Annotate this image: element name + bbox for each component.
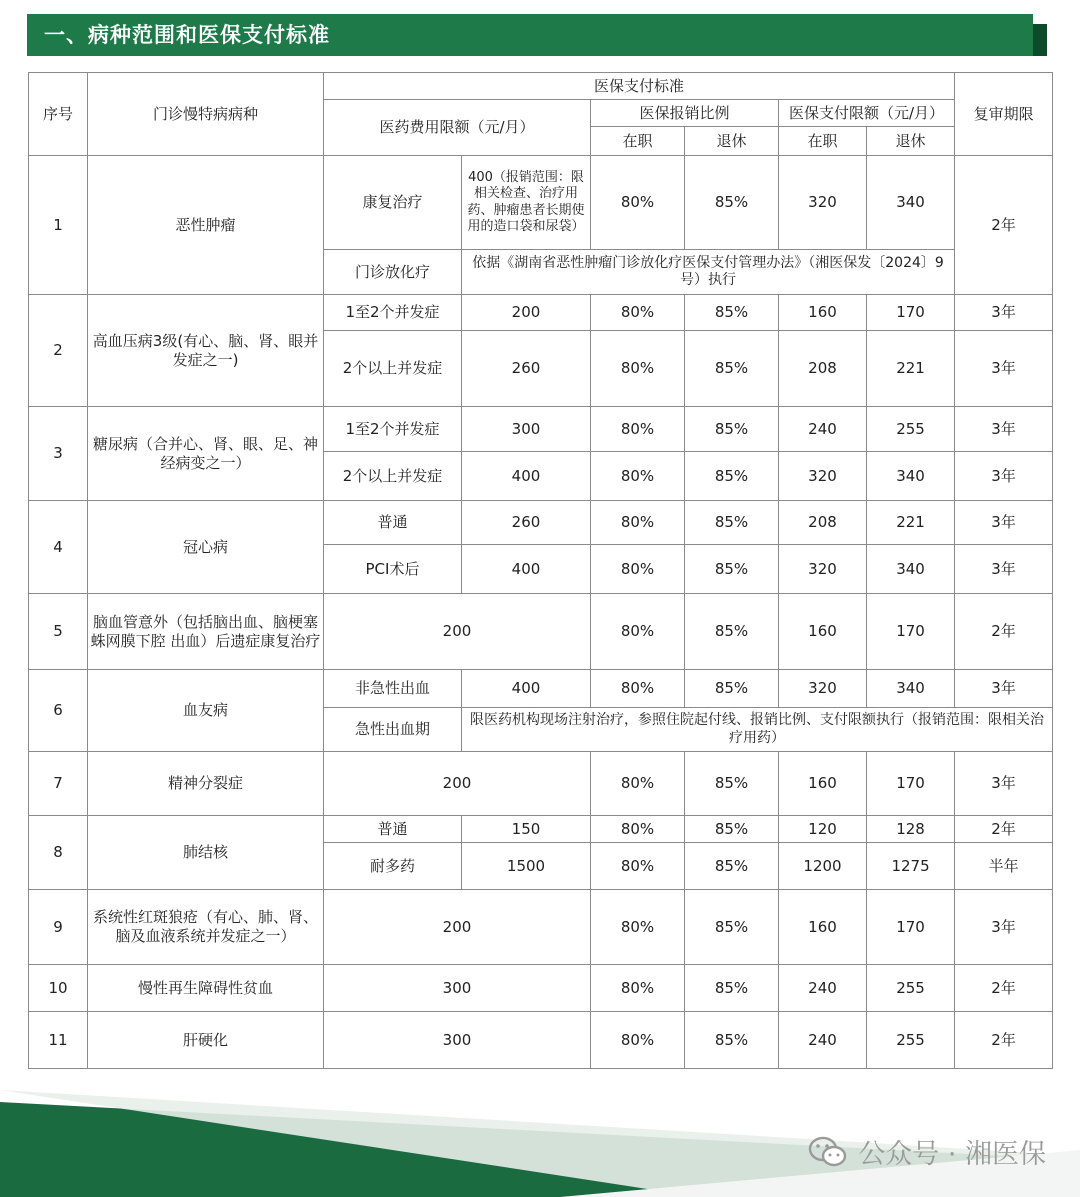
- row-ratio-employed: 80%: [591, 752, 685, 816]
- row-pay-retired: 170: [867, 594, 955, 670]
- row-pay-employed: 120: [779, 816, 867, 843]
- row-pay-employed: 160: [779, 295, 867, 331]
- row-review: 3年: [955, 545, 1053, 594]
- row-ratio-employed: 80%: [591, 890, 685, 965]
- row-ratio-employed: 80%: [591, 407, 685, 452]
- row-pay-retired: 221: [867, 331, 955, 407]
- row-ratio-retired: 85%: [685, 843, 779, 890]
- row-seq: 11: [29, 1012, 88, 1069]
- row-pay-employed: 208: [779, 501, 867, 545]
- row-ratio-retired: 85%: [685, 501, 779, 545]
- row-ratio-employed: 80%: [591, 670, 685, 708]
- row-ratio-retired: 85%: [685, 752, 779, 816]
- row-pay-employed: 320: [779, 545, 867, 594]
- row-ratio-retired: 85%: [685, 331, 779, 407]
- wechat-icon: [808, 1135, 848, 1169]
- row-ratio-retired: 85%: [685, 594, 779, 670]
- row-sub: 普通: [324, 816, 462, 843]
- col-disease: 门诊慢特病病种: [88, 73, 324, 156]
- row-seq: 1: [29, 156, 88, 295]
- row-review: 2年: [955, 965, 1053, 1012]
- row-seq: 7: [29, 752, 88, 816]
- row-seq: 4: [29, 501, 88, 594]
- row-pay-employed: 208: [779, 331, 867, 407]
- row-disease: 冠心病: [88, 501, 324, 594]
- row-sub: 1至2个并发症: [324, 407, 462, 452]
- row-review: 3年: [955, 752, 1053, 816]
- row-seq: 3: [29, 407, 88, 501]
- row-ratio-employed: 80%: [591, 156, 685, 250]
- row-limit: 260: [462, 501, 591, 545]
- row-disease: 肝硬化: [88, 1012, 324, 1069]
- row-ratio-retired: 85%: [685, 407, 779, 452]
- row-ratio-retired: 85%: [685, 545, 779, 594]
- watermark-text: 公众号 · 湘医保: [858, 1139, 1046, 1170]
- row-pay-retired: 340: [867, 545, 955, 594]
- row-sub: 1至2个并发症: [324, 295, 462, 331]
- row-pay-retired: 170: [867, 890, 955, 965]
- row-disease: 慢性再生障碍性贫血: [88, 965, 324, 1012]
- row-pay-retired: 340: [867, 452, 955, 501]
- row-ratio-retired: 85%: [685, 816, 779, 843]
- row-seq: 8: [29, 816, 88, 890]
- row-pay-retired: 255: [867, 965, 955, 1012]
- row-limit: 300: [324, 1012, 591, 1069]
- row-ratio-retired: 85%: [685, 965, 779, 1012]
- row-pay-retired: 255: [867, 1012, 955, 1069]
- row-ratio-retired: 85%: [685, 670, 779, 708]
- row-disease: 糖尿病（合并心、肾、眼、足、神经病变之一）: [88, 407, 324, 501]
- col-pay-retired: 退休: [867, 127, 955, 156]
- row-ratio-employed: 80%: [591, 816, 685, 843]
- watermark: [808, 1132, 1046, 1171]
- row-limit: 400: [462, 670, 591, 708]
- row-pay-employed: 1200: [779, 843, 867, 890]
- row-seq: 5: [29, 594, 88, 670]
- row-ratio-employed: 80%: [591, 331, 685, 407]
- row-seq: 6: [29, 670, 88, 752]
- col-ratio: 医保报销比例: [591, 100, 779, 127]
- row-review: 3年: [955, 501, 1053, 545]
- row-pay-employed: 240: [779, 1012, 867, 1069]
- row-pay-retired: 340: [867, 156, 955, 250]
- col-pay-employed: 在职: [779, 127, 867, 156]
- row-limit: 200: [462, 295, 591, 331]
- row-limit: 300: [324, 965, 591, 1012]
- row-ratio-retired: 85%: [685, 890, 779, 965]
- row-ratio-employed: 80%: [591, 501, 685, 545]
- row-ratio-retired: 85%: [685, 452, 779, 501]
- row-limit: 200: [324, 594, 591, 670]
- row-review: 2年: [955, 816, 1053, 843]
- row-disease: 血友病: [88, 670, 324, 752]
- row-pay-retired: 221: [867, 501, 955, 545]
- row-ratio-employed: 80%: [591, 843, 685, 890]
- row-disease: 恶性肿瘤: [88, 156, 324, 295]
- row-seq: 10: [29, 965, 88, 1012]
- row-ratio-employed: 80%: [591, 594, 685, 670]
- row-limit: 400: [462, 545, 591, 594]
- row-pay-employed: 160: [779, 752, 867, 816]
- banner-accent: [1033, 24, 1047, 56]
- row-sub: 门诊放化疗: [324, 250, 462, 295]
- row-sub: 康复治疗: [324, 156, 462, 250]
- row-review: 2年: [955, 156, 1053, 295]
- row-pay-employed: 160: [779, 594, 867, 670]
- row-review: 半年: [955, 843, 1053, 890]
- row-sub: 普通: [324, 501, 462, 545]
- row-pay-employed: 240: [779, 407, 867, 452]
- row-seq: 2: [29, 295, 88, 407]
- row-pay-employed: 320: [779, 156, 867, 250]
- row-sub: PCI术后: [324, 545, 462, 594]
- row-pay-retired: 340: [867, 670, 955, 708]
- row-limit-note: 400（报销范围：限相关检查、治疗用药、肿瘤患者长期使用的造口袋和尿袋）: [462, 156, 591, 250]
- row-pay-retired: 170: [867, 752, 955, 816]
- col-cost-limit: 医药费用限额（元/月）: [324, 100, 591, 156]
- row-pay-employed: 320: [779, 452, 867, 501]
- row-disease: 肺结核: [88, 816, 324, 890]
- col-seq: 序号: [29, 73, 88, 156]
- row-limit: 200: [324, 752, 591, 816]
- row-ratio-employed: 80%: [591, 452, 685, 501]
- row-pay-retired: 170: [867, 295, 955, 331]
- col-review: 复审期限: [955, 73, 1053, 156]
- row-ratio-retired: 85%: [685, 1012, 779, 1069]
- row-pay-retired: 128: [867, 816, 955, 843]
- page-title: 一、病种范围和医保支付标准: [44, 23, 330, 47]
- row-pay-employed: 240: [779, 965, 867, 1012]
- row-pay-employed: 320: [779, 670, 867, 708]
- row-disease: 系统性红斑狼疮（有心、肺、肾、脑及血液系统并发症之一）: [88, 890, 324, 965]
- row-pay-employed: 160: [779, 890, 867, 965]
- row-disease: 高血压病3级(有心、脑、肾、眼并发症之一): [88, 295, 324, 407]
- row-review: 2年: [955, 594, 1053, 670]
- row-sub: 非急性出血: [324, 670, 462, 708]
- row-limit: 400: [462, 452, 591, 501]
- row-limit: 1500: [462, 843, 591, 890]
- row-review: 3年: [955, 890, 1053, 965]
- row-sub: 2个以上并发症: [324, 331, 462, 407]
- col-ratio-employed: 在职: [591, 127, 685, 156]
- row-ratio-employed: 80%: [591, 965, 685, 1012]
- row-ratio-employed: 80%: [591, 295, 685, 331]
- row-ratio-employed: 80%: [591, 1012, 685, 1069]
- col-pay-limit: 医保支付限额（元/月）: [779, 100, 955, 127]
- row-sub: 耐多药: [324, 843, 462, 890]
- col-ratio-retired: 退休: [685, 127, 779, 156]
- row-pay-retired: 255: [867, 407, 955, 452]
- col-standard: 医保支付标准: [324, 73, 955, 100]
- row-limit: 260: [462, 331, 591, 407]
- row-review: 3年: [955, 670, 1053, 708]
- row-review: 3年: [955, 407, 1053, 452]
- row-limit: 200: [324, 890, 591, 965]
- row-ratio-retired: 85%: [685, 156, 779, 250]
- row-review: 3年: [955, 295, 1053, 331]
- row-sub: 急性出血期: [324, 708, 462, 752]
- row-limit: 150: [462, 816, 591, 843]
- row-review: 2年: [955, 1012, 1053, 1069]
- row-pay-retired: 1275: [867, 843, 955, 890]
- row-ratio-employed: 80%: [591, 545, 685, 594]
- row-review: 3年: [955, 331, 1053, 407]
- row-disease: 脑血管意外（包括脑出血、脑梗塞蛛网膜下腔 出血）后遗症康复治疗: [88, 594, 324, 670]
- row-seq: 9: [29, 890, 88, 965]
- row-review: 3年: [955, 452, 1053, 501]
- insurance-table: [28, 72, 1053, 1069]
- row-policy-note: 限医药机构现场注射治疗，参照住院起付线、报销比例、支付限额执行（报销范围：限相关治疗用药）: [462, 708, 1053, 752]
- row-sub: 2个以上并发症: [324, 452, 462, 501]
- row-disease: 精神分裂症: [88, 752, 324, 816]
- row-limit: 300: [462, 407, 591, 452]
- row-policy-note: 依据《湖南省恶性肿瘤门诊放化疗医保支付管理办法》（湘医保发〔2024〕9号）执行: [462, 250, 955, 295]
- row-ratio-retired: 85%: [685, 295, 779, 331]
